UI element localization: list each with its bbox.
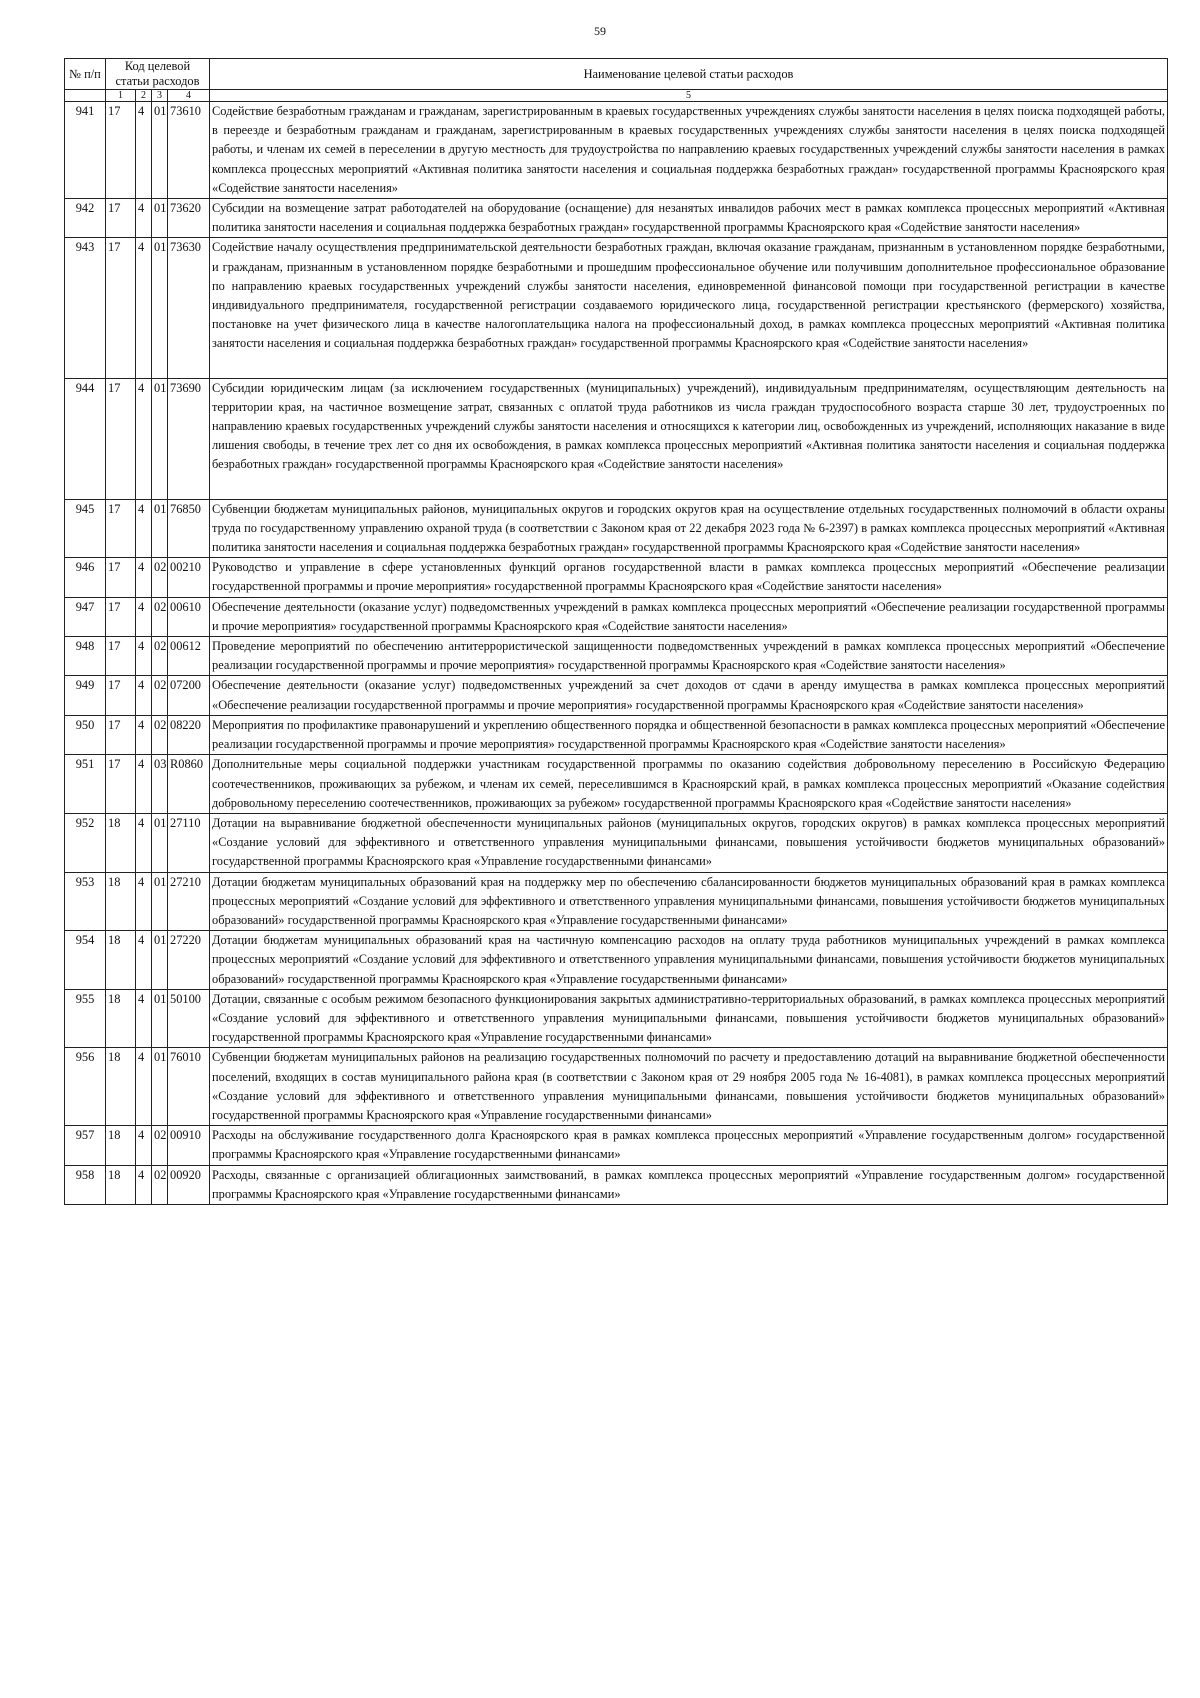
table-row — [65, 102, 1168, 199]
header-code: Код целевой статьи расходов — [106, 59, 210, 90]
row-number: 941 — [65, 102, 106, 199]
code-direction: 08220 — [168, 715, 210, 754]
code-type: 4 — [136, 989, 152, 1048]
code-direction: 00210 — [168, 558, 210, 597]
code-complex: 01 — [152, 102, 168, 199]
table-row — [65, 597, 1168, 636]
code-direction: 73690 — [168, 378, 210, 499]
code-program: 17 — [106, 755, 136, 814]
expense-name: Содействие началу осуществления предпринимательской деятельности безработных граждан, включая оказание гражданам, признанным в установленном порядке безработными, и гражданам, признанным в установленном порядке безработными и прошедшим профессиональное обучение или получившим дополнительное профессиональное образование по направлению краевых государственных учреждений службы занятости населения, единовременной финансовой помощи при государственной регистрации в качестве индивидуального предпринимателя, государственной регистрации создаваемого юридического лица, государственной регистрации крестьянского (фермерского) хозяйства, постановке на учет физического лица в качестве налогоплательщика налога на профессиональный доход, в рамках комплекса процессных мероприятий «Активная политика занятости населения и социальная поддержка безработных граждан» государственной программы Красноярского края «Содействие занятости населения» — [210, 238, 1168, 378]
code-program: 17 — [106, 597, 136, 636]
table-row — [65, 1126, 1168, 1165]
code-program: 18 — [106, 989, 136, 1048]
code-complex: 02 — [152, 715, 168, 754]
row-number: 950 — [65, 715, 106, 754]
row-number: 958 — [65, 1165, 106, 1204]
code-direction: 27220 — [168, 931, 210, 990]
code-type: 4 — [136, 676, 152, 715]
expense-name: Расходы, связанные с организацией облигационных заимствований, в рамках комплекса процессных мероприятий «Управление государственным долгом» государственной программы Красноярского края «Управление государственными финансами» — [210, 1165, 1168, 1204]
code-type: 4 — [136, 238, 152, 378]
table-row — [65, 637, 1168, 676]
code-complex: 01 — [152, 989, 168, 1048]
code-complex: 02 — [152, 676, 168, 715]
row-number: 947 — [65, 597, 106, 636]
code-program: 18 — [106, 931, 136, 990]
code-complex: 01 — [152, 813, 168, 872]
code-direction: 50100 — [168, 989, 210, 1048]
code-program: 17 — [106, 238, 136, 378]
code-program: 18 — [106, 1126, 136, 1165]
expense-name: Субвенции бюджетам муниципальных районов на реализацию государственных полномочий по расчету и предоставлению дотаций на выравнивание бюджетной обеспеченности поселений, входящих в состав муниципального района края (в соответствии с Законом края от 29 ноября 2005 года № 16-4081), в рамках комплекса процессных мероприятий «Создание условий для эффективного и ответственного управления муниципальными финансами, повышения устойчивости бюджетов муниципальных образований» государственной программы Красноярского края «Управление государственными финансами» — [210, 1048, 1168, 1126]
code-direction: 07200 — [168, 676, 210, 715]
colnum-3: 3 — [152, 90, 168, 102]
code-program: 17 — [106, 715, 136, 754]
expense-name: Проведение мероприятий по обеспечению антитеррористической защищенности подведомственных учреждений в рамках комплекса процессных мероприятий «Обеспечение реализации государственной программы и прочие мероприятия» государственной программы Красноярского края «Содействие занятости населения» — [210, 637, 1168, 676]
expense-name: Дотации на выравнивание бюджетной обеспеченности муниципальных районов (муниципальных округов, городских округов) в рамках комплекса процессных мероприятий «Создание условий для эффективного и ответственного управления муниципальными финансами, повышения устойчивости бюджетов муниципальных образований» государственной программы Красноярского края «Управление государственными финансами» — [210, 813, 1168, 872]
code-program: 17 — [106, 558, 136, 597]
code-type: 4 — [136, 199, 152, 238]
row-number: 951 — [65, 755, 106, 814]
row-number: 949 — [65, 676, 106, 715]
code-program: 17 — [106, 102, 136, 199]
code-type: 4 — [136, 872, 152, 931]
expense-name: Мероприятия по профилактике правонарушений и укреплению общественного порядка и общественной безопасности в рамках комплекса процессных мероприятий «Обеспечение реализации государственной программы и прочие мероприятия» государственной программы Красноярского края «Содействие занятости населения» — [210, 715, 1168, 754]
code-type: 4 — [136, 755, 152, 814]
code-complex: 01 — [152, 872, 168, 931]
code-type: 4 — [136, 931, 152, 990]
table-row — [65, 715, 1168, 754]
code-type: 4 — [136, 558, 152, 597]
row-number: 956 — [65, 1048, 106, 1126]
code-direction: 73630 — [168, 238, 210, 378]
code-complex: 01 — [152, 1048, 168, 1126]
code-type: 4 — [136, 102, 152, 199]
expense-name: Субсидии на возмещение затрат работодателей на оборудование (оснащение) для незанятых инвалидов рабочих мест в рамках комплекса процессных мероприятий «Активная политика занятости населения и социальная поддержка безработных граждан» государственной программы Красноярского края «Содействие занятости населения» — [210, 199, 1168, 238]
code-direction: 00920 — [168, 1165, 210, 1204]
code-type: 4 — [136, 499, 152, 558]
expense-name: Субвенции бюджетам муниципальных районов, муниципальных округов и городских округов края на осуществление отдельных государственных полномочий в области охраны труда по государственному управлению охраной труда (в соответствии с Законом края от 22 декабря 2023 года № 6-2397) в рамках комплекса процессных мероприятий «Активная политика занятости населения и социальная поддержка безработных граждан» государственной программы Красноярского края «Содействие занятости населения» — [210, 499, 1168, 558]
code-complex: 02 — [152, 1165, 168, 1204]
code-complex: 01 — [152, 238, 168, 378]
expense-name: Расходы на обслуживание государственного долга Красноярского края в рамках комплекса процессных мероприятий «Управление государственным долгом» государственной программы Красноярского края «Управление государственными финансами» — [210, 1126, 1168, 1165]
code-program: 18 — [106, 1048, 136, 1126]
table-row — [65, 378, 1168, 499]
expense-name: Дотации, связанные с особым режимом безопасного функционирования закрытых административно-территориальных образований, в рамках комплекса процессных мероприятий «Создание условий для эффективного и ответственного управления муниципальными финансами, повышения устойчивости бюджетов муниципальных образований» государственной программы Красноярского края «Управление государственными финансами» — [210, 989, 1168, 1048]
table-body — [65, 102, 1168, 1205]
table-row — [65, 238, 1168, 378]
code-type: 4 — [136, 1165, 152, 1204]
code-complex: 01 — [152, 378, 168, 499]
expense-name: Содействие безработным гражданам и гражданам, зарегистрированным в краевых государственных учреждениях службы занятости населения в целях поиска подходящей работы, в переезде и безработным гражданам и гражданам, зарегистрированным в краевых государственных учреждениях службы занятости населения в целях поиска подходящей работы, и членам их семей в переселении в другую местность для трудоустройства по направлению краевых государственных учреждений службы занятости населения в рамках комплекса процессных мероприятий «Активная политика занятости населения и социальная поддержка безработных граждан» государственной программы Красноярского края «Содействие занятости населения» — [210, 102, 1168, 199]
table-row — [65, 813, 1168, 872]
expense-name: Обеспечение деятельности (оказание услуг) подведомственных учреждений в рамках комплекса процессных мероприятий «Обеспечение реализации государственной программы и прочие мероприятия» государственной программы Красноярского края «Содействие занятости населения» — [210, 597, 1168, 636]
colnum-blank — [65, 90, 106, 102]
code-direction: 27110 — [168, 813, 210, 872]
table-row — [65, 499, 1168, 558]
row-number: 948 — [65, 637, 106, 676]
code-direction: 73610 — [168, 102, 210, 199]
code-type: 4 — [136, 378, 152, 499]
code-program: 17 — [106, 676, 136, 715]
code-type: 4 — [136, 597, 152, 636]
table-row — [65, 931, 1168, 990]
code-type: 4 — [136, 1048, 152, 1126]
table-row — [65, 1165, 1168, 1204]
code-program: 17 — [106, 499, 136, 558]
row-number: 946 — [65, 558, 106, 597]
code-program: 17 — [106, 637, 136, 676]
table-row — [65, 676, 1168, 715]
code-direction: 76010 — [168, 1048, 210, 1126]
colnum-5: 5 — [210, 90, 1168, 102]
table-header-row — [65, 59, 1168, 90]
colnum-1: 1 — [106, 90, 136, 102]
header-name: Наименование целевой статьи расходов — [210, 59, 1168, 90]
header-num: № п/п — [65, 59, 106, 90]
table-row — [65, 872, 1168, 931]
expense-name: Руководство и управление в сфере установленных функций органов государственной власти в рамках комплекса процессных мероприятий «Обеспечение реализации государственной программы и прочие мероприятия» государственной программы Красноярского края «Содействие занятости населения» — [210, 558, 1168, 597]
expense-name: Обеспечение деятельности (оказание услуг) подведомственных учреждений за счет доходов от сдачи в аренду имущества в рамках комплекса процессных мероприятий «Обеспечение реализации государственной программы и прочие мероприятия» государственной программы Красноярского края «Содействие занятости населения» — [210, 676, 1168, 715]
code-direction: 00610 — [168, 597, 210, 636]
code-program: 17 — [106, 378, 136, 499]
expense-name: Дотации бюджетам муниципальных образований края на поддержку мер по обеспечению сбалансированности бюджетов муниципальных образований края в рамках комплекса процессных мероприятий «Создание условий для эффективного и ответственного управления муниципальными финансами, повышения устойчивости бюджетов муниципальных образований» государственной программы Красноярского края «Управление государственными финансами» — [210, 872, 1168, 931]
table-row — [65, 199, 1168, 238]
expense-name: Дополнительные меры социальной поддержки участникам государственной программы по оказанию содействия добровольному переселению в Российскую Федерацию соотечественников, проживающих за рубежом, и членам их семей, переселившимся в Красноярский край, в рамках комплекса процессных мероприятий «Оказание содействия добровольному переселению соотечественников, проживающих за рубежом» государственной программы Красноярского края «Содействие занятости населения» — [210, 755, 1168, 814]
column-numbers-row — [65, 90, 1168, 102]
row-number: 942 — [65, 199, 106, 238]
table-row — [65, 755, 1168, 814]
code-complex: 01 — [152, 499, 168, 558]
colnum-4: 4 — [168, 90, 210, 102]
code-direction: 76850 — [168, 499, 210, 558]
expense-name: Субсидии юридическим лицам (за исключением государственных (муниципальных) учреждений), индивидуальным предпринимателям, осуществляющим деятельность на территории края, на частичное возмещение затрат, связанных с оплатой труда работников из числа граждан трудоспособного возраста старше 30 лет, трудоустроенных по направлению краевых государственных учреждений службы занятости населения и относящихся к категории лиц, освобожденных из учреждений, исполняющих наказание в виде лишения свободы, в течение трех лет со дня их освобождения, в рамках комплекса процессных мероприятий «Активная политика занятости населения и социальная поддержка безработных граждан» государственной программы Красноярского края «Содействие занятости населения» — [210, 378, 1168, 499]
row-number: 954 — [65, 931, 106, 990]
code-complex: 02 — [152, 558, 168, 597]
code-program: 18 — [106, 813, 136, 872]
code-program: 18 — [106, 1165, 136, 1204]
row-number: 952 — [65, 813, 106, 872]
code-complex: 03 — [152, 755, 168, 814]
code-direction: 00910 — [168, 1126, 210, 1165]
table-row — [65, 558, 1168, 597]
code-program: 17 — [106, 199, 136, 238]
code-complex: 02 — [152, 597, 168, 636]
row-number: 953 — [65, 872, 106, 931]
row-number: 943 — [65, 238, 106, 378]
code-complex: 02 — [152, 1126, 168, 1165]
code-direction: 73620 — [168, 199, 210, 238]
row-number: 945 — [65, 499, 106, 558]
code-complex: 02 — [152, 637, 168, 676]
colnum-2: 2 — [136, 90, 152, 102]
expense-name: Дотации бюджетам муниципальных образований края на частичную компенсацию расходов на оплату труда работников муниципальных учреждений в рамках комплекса процессных мероприятий «Создание условий для эффективного и ответственного управления муниципальными финансами, повышения устойчивости бюджетов муниципальных образований» государственной программы Красноярского края «Управление государственными финансами» — [210, 931, 1168, 990]
table-row — [65, 1048, 1168, 1126]
code-type: 4 — [136, 715, 152, 754]
row-number: 957 — [65, 1126, 106, 1165]
code-direction: R0860 — [168, 755, 210, 814]
page-number: 59 — [594, 24, 606, 38]
target-expense-table — [64, 58, 1168, 1205]
code-direction: 27210 — [168, 872, 210, 931]
code-type: 4 — [136, 637, 152, 676]
code-type: 4 — [136, 1126, 152, 1165]
code-program: 18 — [106, 872, 136, 931]
code-complex: 01 — [152, 931, 168, 990]
code-direction: 00612 — [168, 637, 210, 676]
row-number: 955 — [65, 989, 106, 1048]
row-number: 944 — [65, 378, 106, 499]
table-row — [65, 989, 1168, 1048]
code-complex: 01 — [152, 199, 168, 238]
code-type: 4 — [136, 813, 152, 872]
